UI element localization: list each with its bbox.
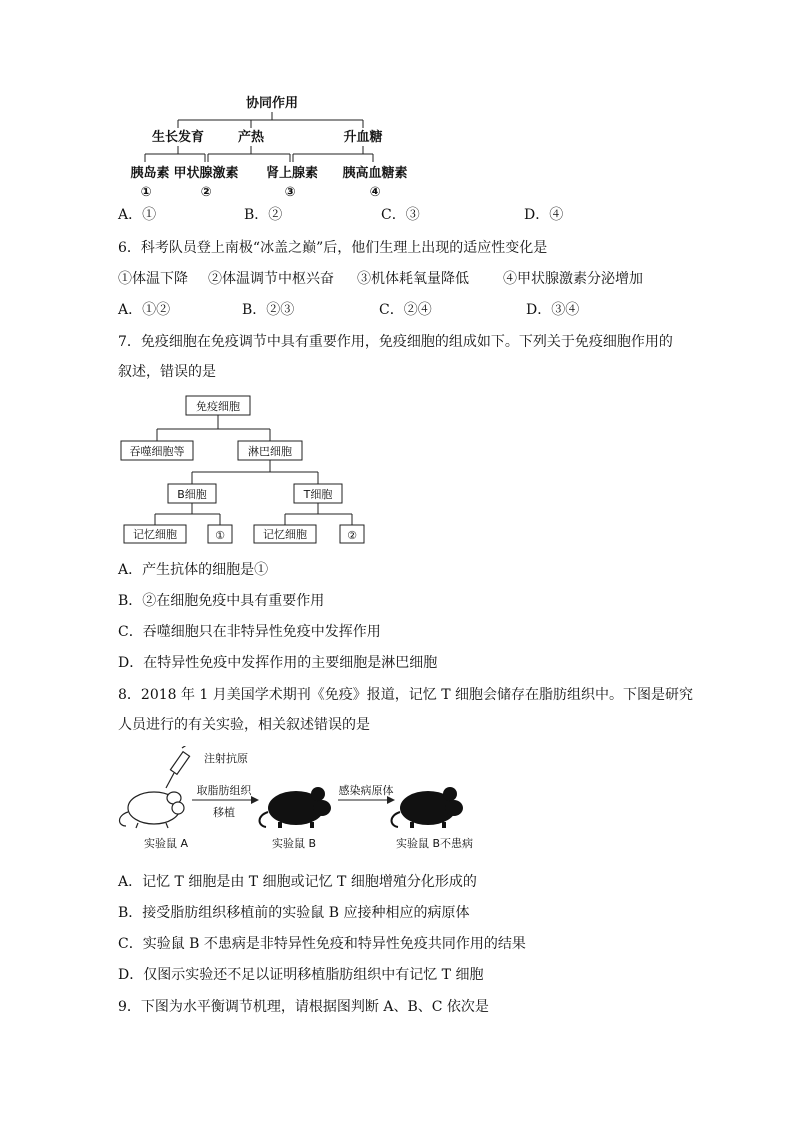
q7-option-a: A．产生抗体的细胞是①	[118, 562, 269, 578]
black-mouse-b-icon	[260, 787, 332, 828]
diagram-marker-1: ①	[140, 185, 152, 200]
diagram-hormone-insulin: 胰岛素	[130, 166, 170, 181]
black-mouse-c-icon	[392, 787, 464, 828]
q7-option-c: C．吞噬细胞只在非特异性免疫中发挥作用	[118, 624, 381, 640]
q6-option-d: D．③④	[526, 302, 580, 318]
label-transplant: 移植	[213, 806, 235, 819]
diagram-function-heat: 产热	[237, 130, 265, 145]
label-infect: 感染病原体	[338, 784, 394, 797]
diagram-root: 协同作用	[245, 96, 299, 111]
q7-stem-line1: 7．免疫细胞在免疫调节中具有重要作用，免疫细胞的组成如下。下列关于免疫细胞作用的	[118, 334, 673, 350]
q9-stem: 9．下图为水平衡调节机理，请根据图判断 A、B、C 依次是	[118, 999, 489, 1015]
q5-option-d: D．④	[524, 207, 564, 223]
diagram-hormone-glucagon: 胰高血糖素	[342, 166, 408, 181]
diagram-hormone-thyroid: 甲状腺激素	[173, 166, 239, 181]
immune-marker-1: ①	[215, 529, 225, 542]
immune-memory-b: 记忆细胞	[133, 528, 177, 541]
q8-option-a: A．记忆 T 细胞是由 T 细胞或记忆 T 细胞增殖分化形成的	[118, 874, 477, 890]
q8-stem-line1: 8．2018 年 1 月美国学术期刊《免疫》报道，记忆 T 细胞会储存在脂肪组织中。下图是研究	[118, 687, 694, 703]
diagram-function-growth: 生长发育	[151, 130, 205, 145]
diagram-marker-3: ③	[284, 185, 296, 200]
q8-option-b: B．接受脂肪组织移植前的实验鼠 B 应接种相应的病原体	[118, 905, 470, 921]
q8-option-c: C．实验鼠 B 不患病是非特异性免疫和特异性免疫共同作用的结果	[118, 936, 526, 952]
q5-option-c: C．③	[381, 207, 420, 223]
q6-item-2: ②体温调节中枢兴奋	[208, 271, 334, 287]
q8-stem-line2: 人员进行的有关实验，相关叙述错误的是	[118, 717, 370, 733]
label-inject-antigen: 注射抗原	[204, 752, 248, 765]
diagram-marker-4: ④	[369, 185, 381, 200]
diagram-marker-2: ②	[200, 185, 212, 200]
immune-root: 免疫细胞	[196, 400, 240, 413]
q6-item-3: ③机体耗氧量降低	[357, 271, 469, 287]
q6-option-c: C．②④	[379, 302, 432, 318]
label-mouse-a: 实验鼠 A	[144, 837, 189, 850]
q6-item-4: ④甲状腺激素分泌增加	[503, 271, 643, 287]
label-mouse-b-healthy: 实验鼠 B不患病	[396, 837, 474, 850]
q7-immune-cell-diagram	[118, 393, 368, 548]
diagram-hormone-adrenaline: 肾上腺素	[265, 166, 319, 181]
white-mouse-icon	[120, 792, 185, 828]
immune-marker-2: ②	[347, 529, 357, 542]
q7-option-b: B．②在细胞免疫中具有重要作用	[118, 593, 325, 609]
q8-experiment-figure	[118, 746, 488, 854]
label-mouse-b: 实验鼠 B	[272, 837, 317, 850]
q7-option-d: D．在特异性免疫中发挥作用的主要细胞是淋巴细胞	[118, 655, 438, 671]
q6-item-1: ①体温下降	[118, 271, 188, 287]
immune-memory-t: 记忆细胞	[263, 528, 307, 541]
immune-lymphocyte: 淋巴细胞	[248, 445, 292, 458]
q5-option-b: B．②	[244, 207, 283, 223]
diagram-function-glucose: 升血糖	[343, 130, 383, 145]
immune-b-cell: B细胞	[177, 488, 207, 501]
immune-phagocyte: 吞噬细胞等	[129, 445, 185, 458]
q6-option-b: B．②③	[242, 302, 295, 318]
q7-stem-line2: 叙述，错误的是	[118, 364, 216, 380]
q6-option-a: A．①②	[118, 302, 171, 318]
syringe-icon	[166, 746, 190, 788]
q5-option-a: A．①	[118, 207, 157, 223]
q6-stem: 6．科考队员登上南极“冰盖之巅”后，他们生理上出现的适应性变化是	[118, 240, 548, 256]
immune-t-cell: T细胞	[303, 488, 333, 501]
label-take-fat: 取脂肪组织	[196, 784, 252, 797]
q5-hormone-diagram	[130, 90, 430, 202]
q8-option-d: D．仅图示实验还不足以证明移植脂肪组织中有记忆 T 细胞	[118, 967, 484, 983]
